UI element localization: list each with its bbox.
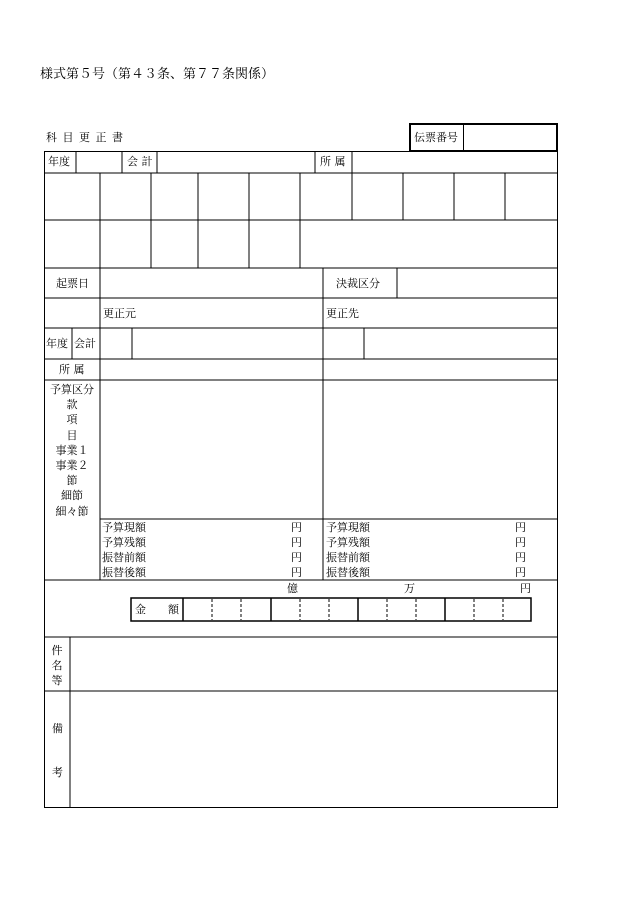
- budget-classification-list: [44, 382, 100, 519]
- budget-item: 細節: [61, 489, 83, 503]
- budget-item: 細々節: [55, 504, 89, 518]
- budget-item: 事業１: [55, 443, 89, 457]
- subject-field[interactable]: [72, 639, 556, 689]
- account-field[interactable]: [159, 153, 313, 171]
- unit-en-label: 円: [520, 582, 531, 595]
- budget-item: 事業２: [55, 459, 89, 473]
- row-dept-label: 所 属: [59, 363, 85, 376]
- dept-label: 所 属: [320, 155, 346, 168]
- account-label: 会 計: [127, 155, 153, 168]
- budget-item: 節: [66, 474, 78, 488]
- amount-digit-field[interactable]: [184, 599, 530, 620]
- form-title: 科 目 更 正 書: [46, 131, 124, 144]
- amount-row: 振替前額 円: [326, 551, 526, 564]
- year-label: 年度: [48, 155, 70, 168]
- voucher-number-label: 伝票番号: [414, 131, 458, 144]
- amount-row: 予算残額 円: [326, 536, 526, 549]
- remarks-label-1: 備: [52, 722, 63, 735]
- amount-row: 振替前額 円: [102, 551, 302, 564]
- dept-field[interactable]: [354, 153, 556, 171]
- remarks-label-2: 考: [52, 766, 63, 779]
- issue-date-label: 起票日: [56, 277, 89, 290]
- before-amounts: [102, 520, 302, 580]
- decision-field[interactable]: [399, 270, 556, 296]
- amount-row: 予算現額 円: [326, 521, 526, 534]
- budget-item: 予算区分: [50, 383, 94, 396]
- amount-label: 金 額: [135, 603, 179, 616]
- remarks-field[interactable]: [72, 693, 556, 806]
- decision-label: 決裁区分: [336, 277, 380, 290]
- amount-row: 振替後額 円: [102, 566, 302, 579]
- issue-date-field[interactable]: [102, 270, 321, 296]
- row-year-label: 年度: [46, 337, 68, 350]
- amount-row: 予算残額 円: [102, 536, 302, 549]
- budget-item: 款: [66, 398, 78, 412]
- year-field[interactable]: [78, 153, 120, 171]
- amount-row: 振替後額 円: [326, 566, 526, 579]
- budget-item: 項: [66, 413, 78, 427]
- budget-item: 目: [66, 428, 78, 442]
- unit-oku-label: 億: [287, 582, 298, 595]
- after-label: 更正先: [326, 307, 359, 320]
- amount-row: 予算現額 円: [102, 521, 302, 534]
- subject-label: 件 名 等: [51, 644, 63, 687]
- row-account-label: 会計: [74, 337, 96, 350]
- before-label: 更正元: [103, 307, 136, 320]
- unit-man-label: 万: [404, 582, 415, 595]
- form-number: 様式第５号（第４３条、第７７条関係）: [40, 67, 275, 82]
- after-amounts: [326, 520, 526, 580]
